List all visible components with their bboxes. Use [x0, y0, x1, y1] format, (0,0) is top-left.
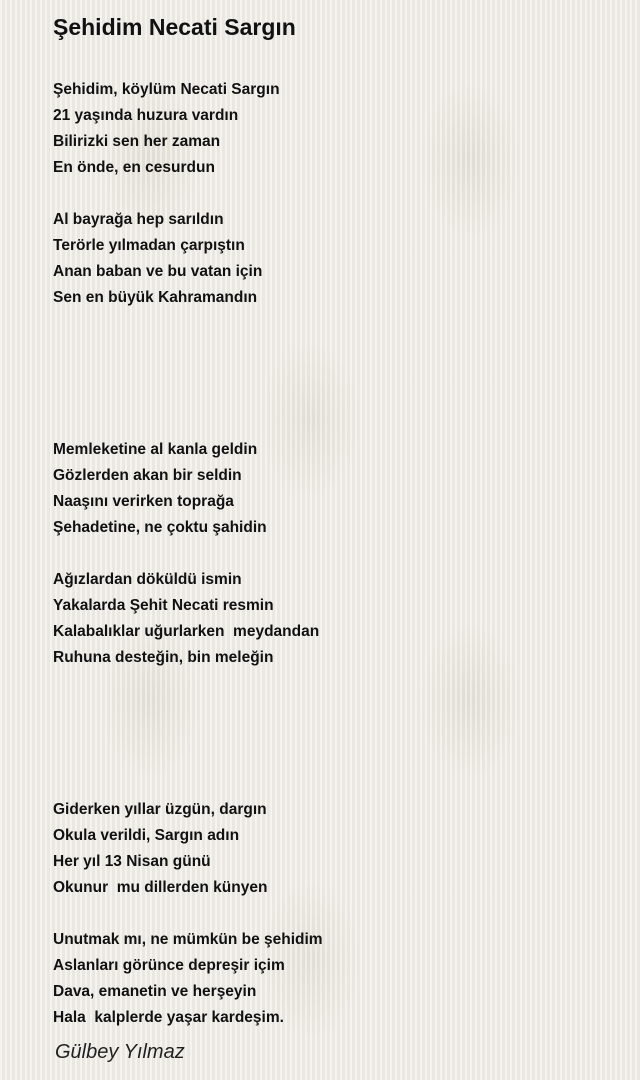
poem-line: Kalabalıklar uğurlarken meydandan: [53, 623, 320, 640]
poem-line: Bilirizki sen her zaman: [53, 133, 221, 150]
stanza-5: [53, 797, 267, 901]
poem-author: Gülbey Yılmaz: [55, 1041, 185, 1063]
poem-line: Anan baban ve bu vatan için: [53, 263, 263, 280]
stanza-2: [53, 207, 262, 311]
poem-line: Şehadetine, ne çoktu şahidin: [53, 519, 267, 536]
poem-line: Sen en büyük Kahramandın: [53, 289, 258, 306]
poem-line: Giderken yıllar üzgün, dargın: [53, 801, 267, 818]
poem-line: Şehidim, köylüm Necati Sargın: [53, 81, 280, 98]
poem-line: Yakalarda Şehit Necati resmin: [53, 597, 274, 614]
poem-line: Her yıl 13 Nisan günü: [53, 853, 211, 870]
poem-line: Terörle yılmadan çarpıştın: [53, 237, 245, 254]
poem-title: Şehidim Necati Sargın: [53, 14, 296, 40]
poem-line: Aslanları görünce depreşir içim: [53, 957, 285, 974]
stanza-6: [53, 927, 323, 1031]
poem-line: Okula verildi, Sargın adın: [53, 827, 240, 844]
poem-line: Memleketine al kanla geldin: [53, 441, 258, 458]
stanza-4: [53, 567, 319, 671]
poem-line: Ruhuna desteğin, bin meleğin: [53, 649, 274, 666]
poem-line: En önde, en cesurdun: [53, 159, 215, 176]
poem-line: Ağızlardan döküldü ismin: [53, 571, 242, 588]
poem-line: 21 yaşında huzura vardın: [53, 107, 239, 124]
stanza-3: [53, 437, 267, 541]
stanza-1: [53, 77, 280, 181]
poem-line: Dava, emanetin ve herşeyin: [53, 983, 257, 1000]
poem-line: Naaşını verirken toprağa: [53, 493, 234, 510]
poem-line: Hala kalplerde yaşar kardeşim.: [53, 1009, 284, 1026]
poem-line: Okunur mu dillerden künyen: [53, 879, 268, 896]
poem-line: Al bayrağa hep sarıldın: [53, 211, 224, 228]
poem-line: Unutmak mı, ne mümkün be şehidim: [53, 931, 323, 948]
poem-line: Gözlerden akan bir seldin: [53, 467, 242, 484]
